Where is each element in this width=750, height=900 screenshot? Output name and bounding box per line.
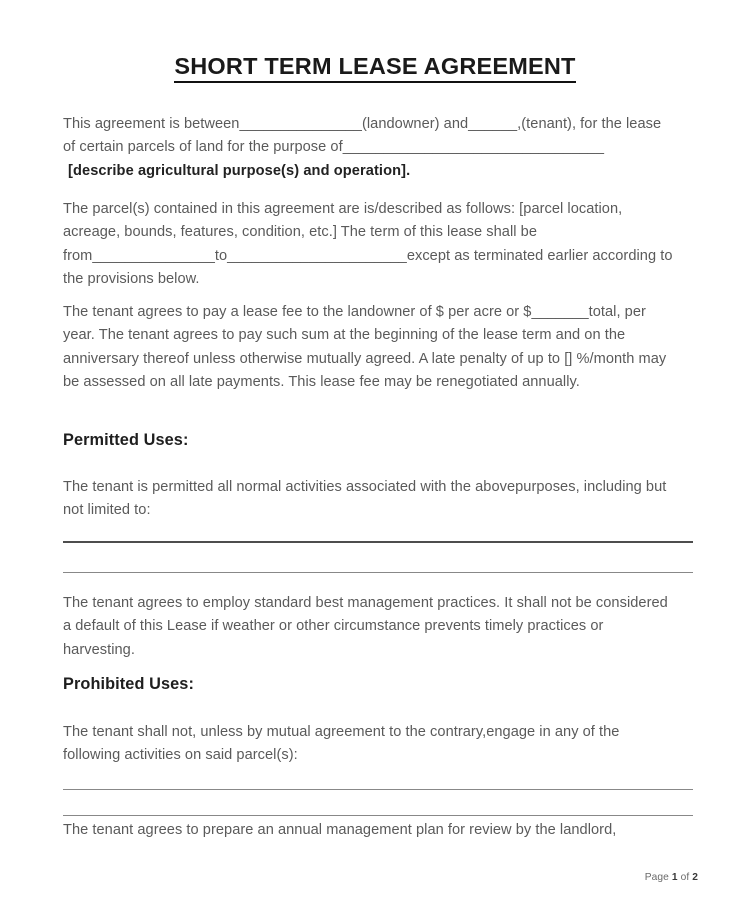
blank-fill-line-2[interactable] xyxy=(63,572,693,573)
heading-prohibited-uses: Prohibited Uses: xyxy=(63,675,194,693)
footer-prefix: Page xyxy=(644,872,672,883)
blank-fill-line-1[interactable] xyxy=(63,541,693,543)
page-title xyxy=(0,53,750,80)
paragraph-parcels: The parcel(s) contained in this agreement are is/described as follows: [parcel location, acreage, bounds, features, condition, etc.] The term of this lease shall be from_______________to______________________except as terminated earlier according to the provisions below. xyxy=(63,201,673,287)
paragraph-management-plan: The tenant agrees to prepare an annual management plan for review by the landlord, xyxy=(63,822,617,838)
blank-fill-line-4[interactable] xyxy=(63,815,693,816)
paragraph-intro xyxy=(63,113,677,183)
paragraph-lease-fee: The tenant agrees to pay a lease fee to the landowner of $ per acre or $_______total, per year. The tenant agrees to pay such sum at the beginning of the lease term and on the anniversary thereof unless otherwise mutually agreed. A late penalty of up to [] %/month may be assessed on all late payments. This lease fee may be renegotiated annually. xyxy=(63,304,667,390)
paragraph-intro-line: This agreement is between_______________(landowner) and______,(tenant), for the lease of certain parcels of land for the purpose of________________________________ xyxy=(63,116,662,156)
page-title-text: SHORT TERM LEASE AGREEMENT xyxy=(174,53,575,83)
heading-permitted-uses: Permitted Uses: xyxy=(63,431,189,449)
paragraph-best-practices: The tenant agrees to employ standard best management practices. It shall not be considered a default of this Lease if weather or other circumstance prevents timely practices or harvesting. xyxy=(63,595,668,658)
footer-page-number: 1 xyxy=(671,872,678,883)
paragraph-permitted-intro: The tenant is permitted all normal activities associated with the abovepurposes, including but not limited to: xyxy=(63,479,667,519)
footer-total-pages: 2 xyxy=(692,872,698,883)
blank-fill-line-3[interactable] xyxy=(63,789,693,790)
paragraph-intro-bold-note: [describe agricultural purpose(s) and operation]. xyxy=(68,162,411,179)
footer-middle: of xyxy=(677,872,693,883)
page-footer xyxy=(645,872,698,883)
paragraph-prohibited-intro: The tenant shall not, unless by mutual agreement to the contrary,engage in any of the following activities on said parcel(s): xyxy=(63,724,620,764)
